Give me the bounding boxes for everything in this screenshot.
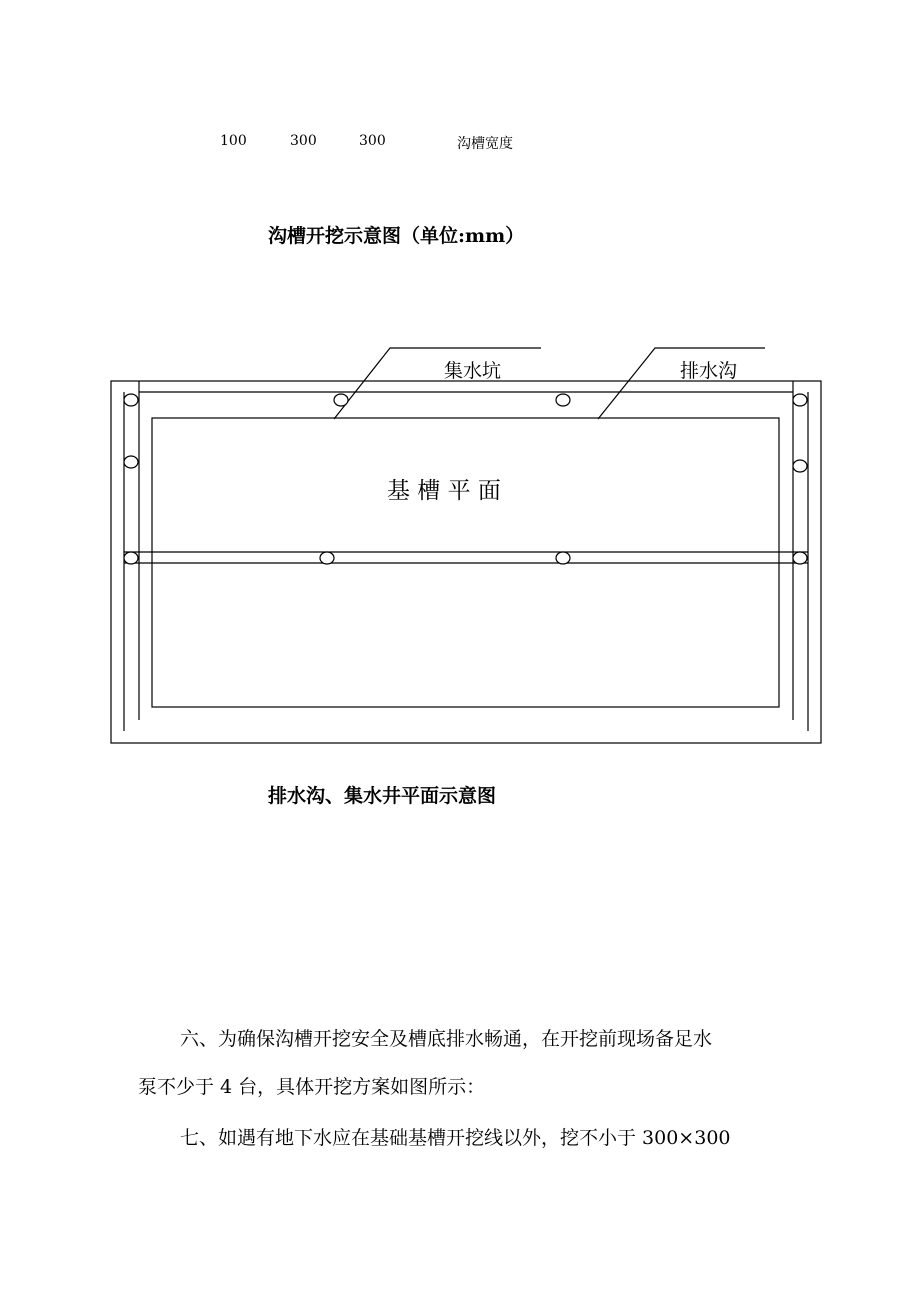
- sump-pit: [320, 552, 334, 564]
- sump-pit: [334, 394, 348, 406]
- sump-pit: [124, 552, 138, 564]
- foundation-pit-label: 基 槽 平 面: [387, 478, 501, 504]
- dimension-300-b: 300: [359, 133, 386, 149]
- sump-pit: [793, 460, 807, 472]
- sump-pit: [793, 552, 807, 564]
- plan-diagram-caption: 排水沟、集水井平面示意图: [268, 785, 497, 807]
- dimension-100: 100: [220, 133, 247, 149]
- trench-width-label: 沟槽宽度: [457, 136, 513, 152]
- paragraph-7-line-1: 七、如遇有地下水应在基础基槽开挖线以外，挖不小于 300×300: [180, 1127, 731, 1149]
- drain-label: 排水沟: [680, 360, 738, 382]
- sump-pit: [124, 456, 138, 468]
- dimension-300-a: 300: [290, 133, 317, 149]
- sump-pit: [556, 394, 570, 406]
- sump-label: 集水坑: [444, 360, 502, 382]
- paragraph-6-line-2: 泵不少于 4 台，具体开挖方案如图所示：: [138, 1076, 486, 1098]
- outer-boundary: [111, 381, 821, 743]
- sump-pit: [124, 394, 138, 406]
- paragraph-6-line-1: 六、为确保沟槽开挖安全及槽底排水畅通，在开挖前现场备足水: [180, 1028, 713, 1050]
- sump-pit: [556, 552, 570, 564]
- trench-diagram-caption: 沟槽开挖示意图（单位:mm）: [268, 225, 525, 247]
- sump-pit: [793, 394, 807, 406]
- sump-leader-line: [334, 348, 541, 419]
